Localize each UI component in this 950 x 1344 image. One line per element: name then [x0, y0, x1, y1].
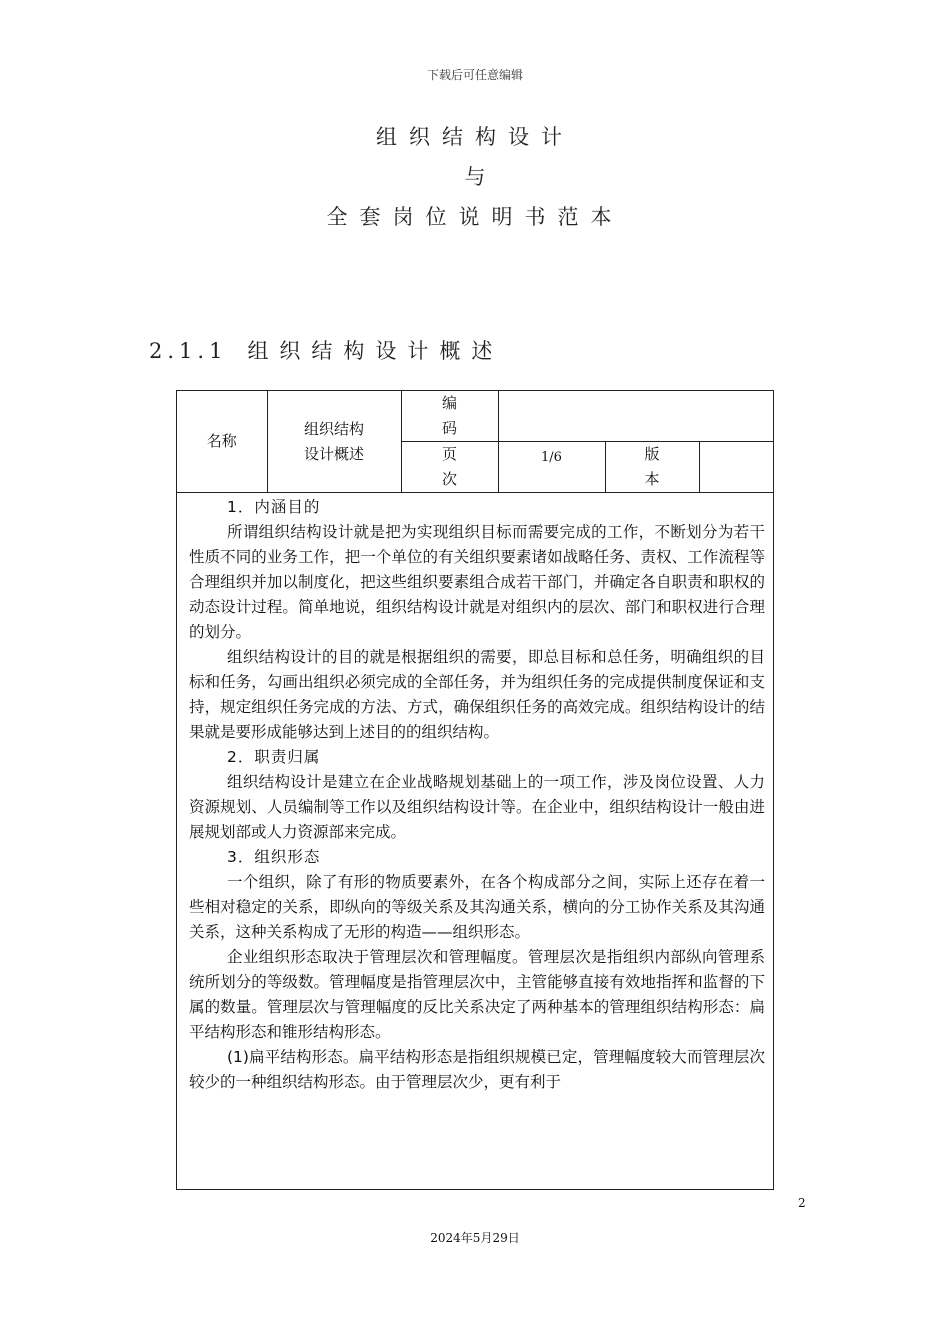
body-text: [177, 493, 773, 1095]
page-number: 2: [798, 1196, 806, 1210]
version-value: [699, 442, 773, 493]
paragraph-1: 所谓组织结构设计就是把为实现组织目标而需要完成的工作，不断划分为若干性质不同的业务工作，把一个单位的有关组织要素诸如战略任务、责权、工作流程等合理组织并加以制度化，把这些组织要素组合成若干部门，并确定各自职责和职权的动态设计过程。简单地说，组织结构设计就是对组织内的层次、部门和职权进行合理的划分。: [189, 523, 765, 641]
code-label: 编码: [401, 391, 498, 442]
title-line-3: 全套岗位说明书范本: [326, 205, 624, 229]
paragraph-3: 组织结构设计是建立在企业战略规划基础上的一项工作，涉及岗位设置、人力资源规划、人员编制等工作以及组织结构设计等。在企业中，组织结构设计一般由进展规划部或人力资源部来完成。: [189, 773, 765, 841]
name-value: 组织结构设计概述: [267, 391, 401, 493]
code-value: [498, 391, 773, 442]
page-value: 1/6: [498, 442, 605, 493]
section-number: 2.1.1: [149, 339, 228, 363]
name-label: 名称: [177, 391, 267, 493]
paragraph-2: 组织结构设计的目的就是根据组织的需要，即总目标和总任务，明确组织的目标和任务，勾画出组织必须完成的全部任务，并为组织任务的完成提供制度保证和支持，规定组织任务完成的方法、方式，确保组织任务的高效完成。组织结构设计的结果就是要形成能够达到上述目的的组织结构。: [189, 648, 765, 741]
paragraph-4: 一个组织，除了有形的物质要素外，在各个构成部分之间，实际上还存在着一些相对稳定的关系，即纵向的等级关系及其沟通关系，横向的分工协作关系及其沟通关系，这种关系构成了无形的构造——组织形态。: [189, 873, 765, 941]
paragraph-6: (1)扁平结构形态。扁平结构形态是指组织规模已定，管理幅度较大而管理层次较少的一种组织结构形态。由于管理层次少，更有利于: [189, 1048, 765, 1091]
section-heading: [149, 335, 503, 365]
meta-table: [177, 391, 773, 493]
title-line-2: 与: [464, 165, 486, 189]
paragraph-5: 企业组织形态取决于管理层次和管理幅度。管理层次是指组织内部纵向管理系统所划分的等级数。管理幅度是指管理层次中，主管能够直接有效地指挥和监督的下属的数量。管理层次与管理幅度的反比关系决定了两种基本的管理组织结构形态：扁平结构形态和锥形结构形态。: [189, 948, 765, 1041]
header-note: 下载后可任意编辑: [426, 68, 523, 82]
subheading-2: 2．职责归属: [227, 748, 321, 766]
document-frame: [176, 390, 774, 1190]
title-line-1: 组织结构设计: [376, 125, 574, 149]
subheading-3: 3．组织形态: [227, 848, 321, 866]
version-label: 版本: [605, 442, 699, 493]
footer-date: 2024年5月29日: [430, 1231, 520, 1245]
page-label: 页次: [401, 442, 498, 493]
section-title: 组织结构设计概述: [247, 339, 504, 363]
subheading-1: 1．内涵目的: [227, 498, 321, 516]
